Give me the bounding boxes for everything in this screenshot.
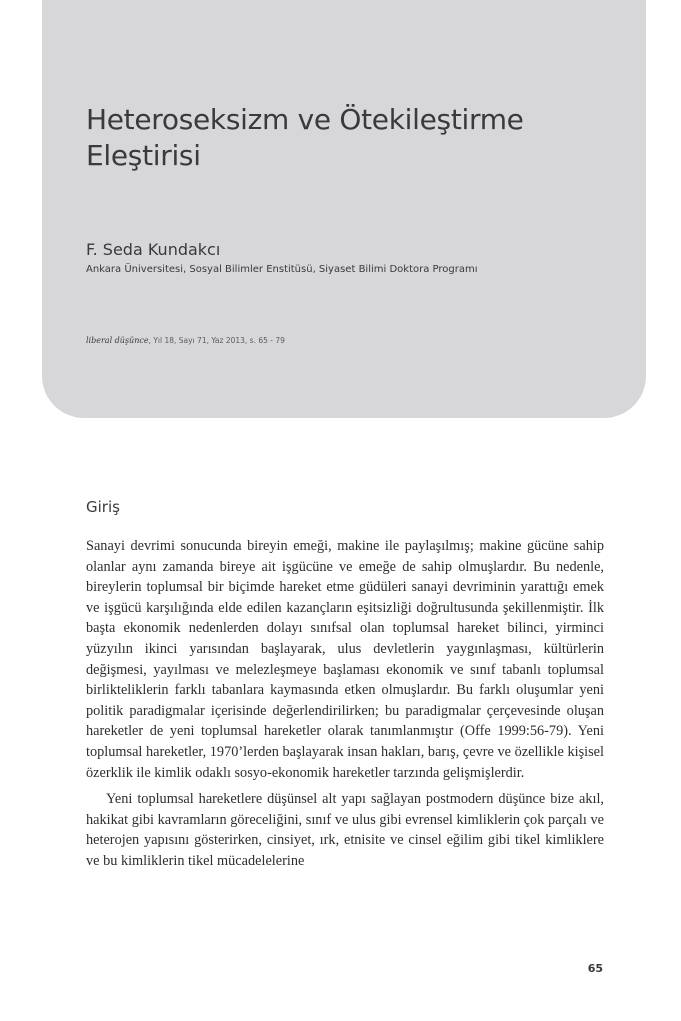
article-title (86, 102, 586, 174)
journal-citation (86, 336, 285, 345)
article-title-line-1: Heteroseksizm ve Ötekileştirme (86, 103, 524, 136)
body-paragraph-2: Yeni toplumsal hareketlere düşünsel alt yapı sağlayan postmodern düşünce bize akıl, hakikat gibi kavramların göreceliğini, sınıf ve ulus gibi evrensel kimliklerin çok parçalı ve heterojen yapısını gösterirken, cinsiyet, ırk, etnisite ve cinsel eğilim gibi tikel kimliklere ve bu kimliklerin tikel mücadelelerine (86, 791, 604, 869)
body-paragraph-1: Sanayi devrimi sonucunda bireyin emeği, makine ile paylaşılmış; makine gücüne sahip olanlar aynı zamanda bireye ait işgücüne ve emeğe de sahip olmuşlardır. Bu nedenle, bireylerin toplumsal bir biçimde hareket etme güdüleri sanayi devriminin yarattığı emek ve işgücü karşılığında elde edilen kazançların eşitsizliği doğrultusunda şekillenmiştir. İlk başta ekonomik nedenlerden dolayı sınıfsal olan toplumsal hareket bilinci, yirminci yüzyılın ikinci yarısından başlayarak, ulus devletlerin yaygınlaşması, kültürlerin değişmesi, yayılması ve melezleşmeye başlaması ekonomik ve sınıf tabanlı toplumsal birlikteliklerin farklı tabanlara kaymasında etken olmuşlardır. Bu farklı oluşumlar yeni politik paradigmalar içerisinde değerlendirilirken; bu paradigmalar çerçevesinde oluşan hareketler de yeni toplumsal hareketler olarak tanımlanmıştır (Offe 1999:56-79). Yeni toplumsal hareketler, 1970’lerden başlayarak insan hakları, barış, çevre ve özellikle kişisel özerklik ile kimlik odaklı sosyo-ekonomik hareketler tarzında gelişmişlerdir. (86, 538, 604, 781)
journal-logo: liberal düşünce (86, 336, 149, 345)
author-affiliation: Ankara Üniversitesi, Sosyal Bilimler Enstitüsü, Siyaset Bilimi Doktora Programı (86, 264, 478, 275)
header-panel (42, 0, 646, 418)
section-heading: Giriş (86, 498, 120, 516)
article-title-line-2: Eleştirisi (86, 139, 201, 172)
body-text (86, 536, 604, 878)
page-number: 65 (587, 962, 603, 975)
citation-details: , Yıl 18, Sayı 71, Yaz 2013, s. 65 - 79 (148, 336, 285, 345)
author-name: F. Seda Kundakcı (86, 240, 221, 259)
